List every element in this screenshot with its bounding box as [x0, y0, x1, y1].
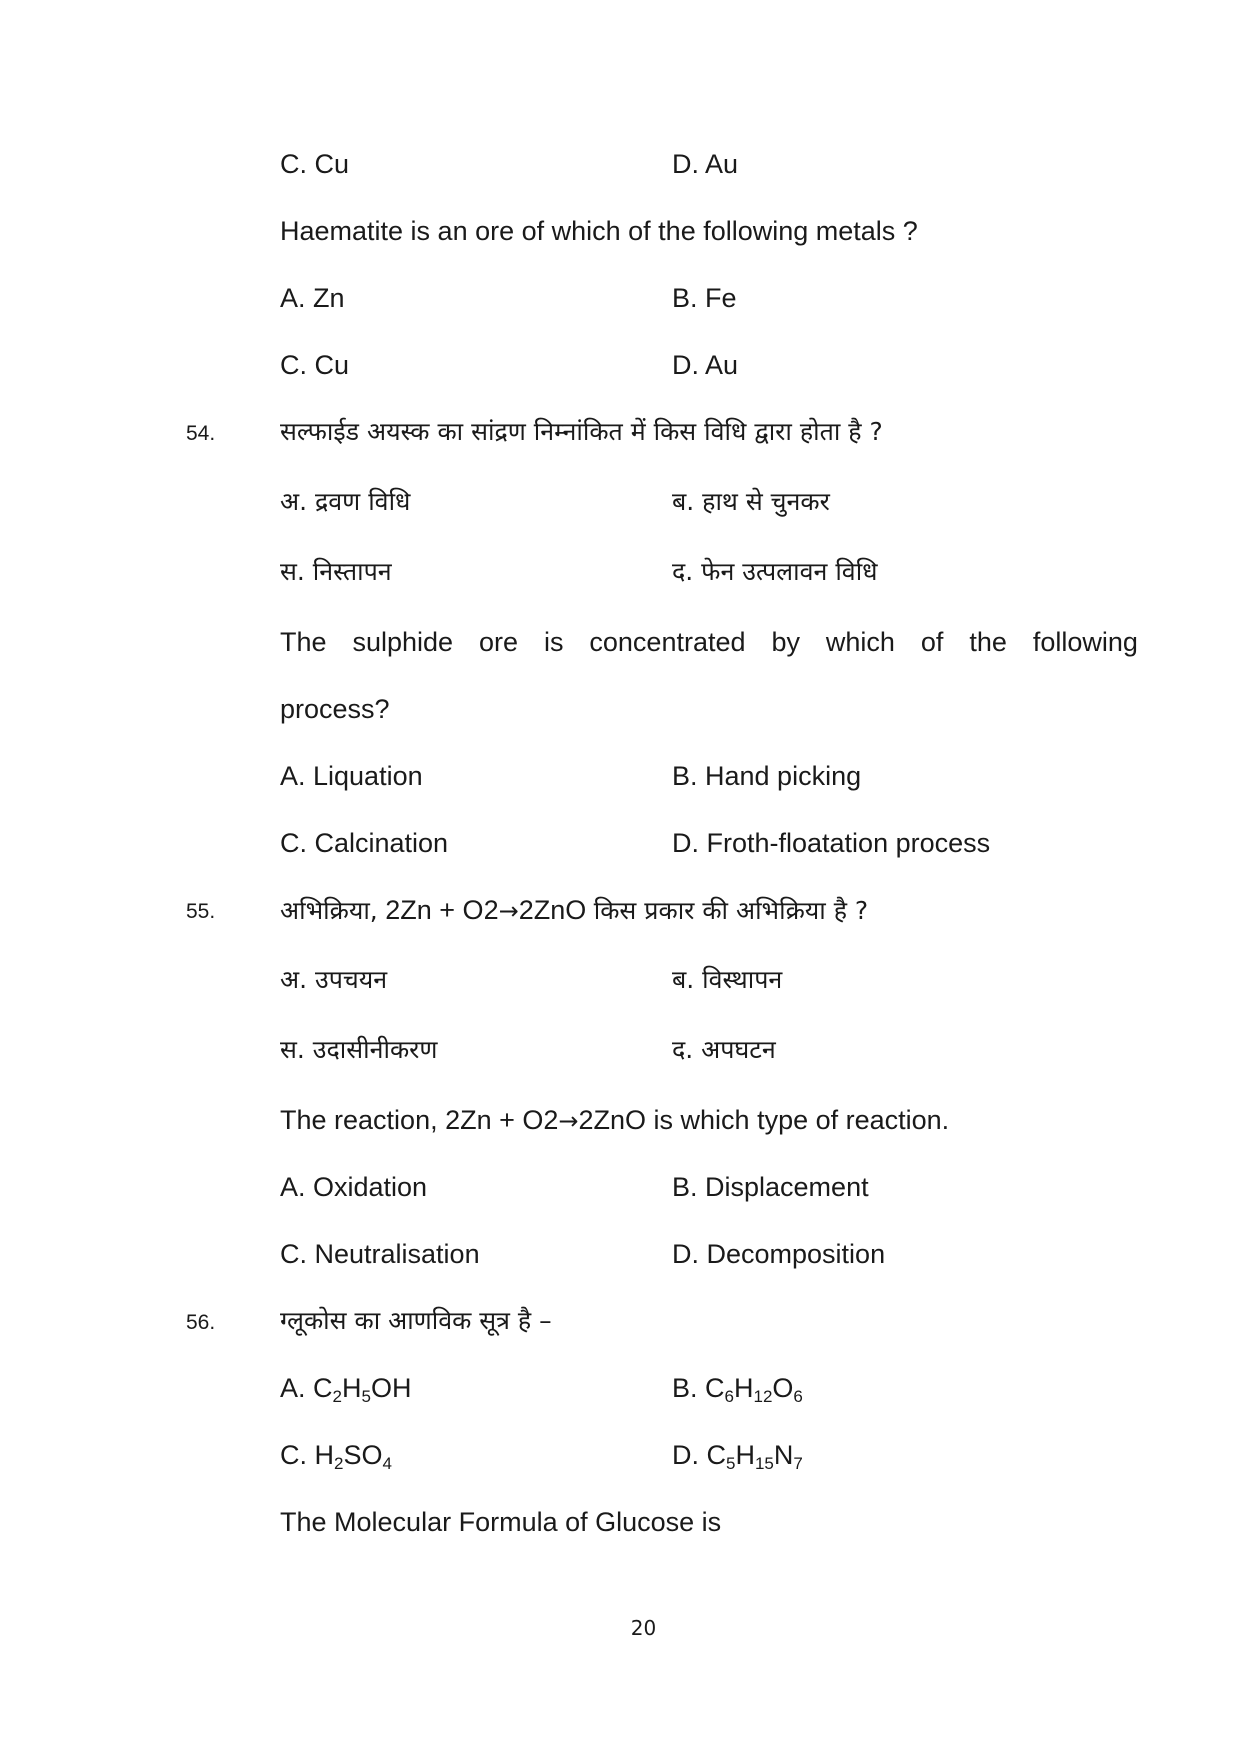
q56-option-c: C. $H_2SO_4$	[280, 1440, 392, 1473]
word: following	[1032, 627, 1138, 657]
q55-question-en-pre: The reaction, 2Zn + O2	[280, 1105, 559, 1135]
q55-en-option-b: B. Displacement	[672, 1172, 869, 1202]
q53-en-options-row-1	[0, 278, 1241, 318]
q56-question-en-row	[0, 1502, 1241, 1542]
q55-equation-left: 2Zn + O2	[385, 895, 499, 925]
word: is	[543, 627, 564, 657]
word: the	[969, 627, 1007, 657]
word: The	[280, 627, 327, 657]
q53-option-c: C. Cu	[280, 149, 350, 179]
q54-hi-option-a: अ. द्रवण विधि	[280, 487, 411, 516]
q54-hi-option-c: स. निस्तापन	[280, 557, 392, 586]
word: of	[920, 627, 944, 657]
word: sulphide	[352, 627, 454, 657]
word: concentrated	[589, 627, 746, 657]
q54-question-hi-row	[0, 412, 1241, 452]
q54-question-en-row	[0, 622, 1241, 662]
q53-en-option-b: B. Fe	[672, 283, 737, 313]
q53-en-options-row-2	[0, 345, 1241, 385]
q54-question-en	[280, 622, 1138, 662]
q55-question-en	[280, 1100, 949, 1141]
q53-question-en: Haematite is an ore of which of the following metals ?	[280, 216, 918, 246]
q55-en-option-d: D. Decomposition	[672, 1239, 886, 1269]
q55-question-hi-pre: अभिक्रिया,	[280, 896, 378, 925]
q56-option-d: D. $C_5H_{15}N_7$	[672, 1440, 803, 1473]
q55-hi-option-b: ब. विस्थापन	[672, 965, 783, 994]
q56-options-row-1	[0, 1368, 1241, 1408]
q56-option-b: B. $C_6H_{12}O_6$	[672, 1373, 803, 1406]
q56-question-hi-row	[0, 1301, 1241, 1341]
page-number: 20	[630, 1616, 657, 1640]
q54-number: 54.	[186, 422, 216, 445]
q55-question-hi	[280, 890, 868, 931]
q53-en-option-a: A. Zn	[280, 283, 345, 313]
q53-option-d: D. Au	[672, 149, 739, 179]
q55-question-en-row	[0, 1100, 1241, 1140]
q55-number: 55.	[186, 900, 216, 923]
q54-question-en-cont-row	[0, 689, 1241, 729]
word: ore	[478, 627, 519, 657]
q55-question-en-post: 2ZnO is which type of reaction.	[578, 1105, 950, 1135]
q54-question-en-cont: process?	[280, 694, 390, 724]
q55-hi-options-row-1	[0, 960, 1241, 1000]
q53-en-option-c: C. Cu	[280, 350, 350, 380]
arrow-icon: →	[498, 897, 519, 925]
q54-en-option-c: C. Calcination	[280, 828, 449, 858]
q54-question-hi: सल्फाईड अयस्क का सांद्रण निम्नांकित में किस विधि द्वारा होता है ?	[280, 417, 883, 446]
q56-option-a: A. $C_2H_5OH$	[280, 1373, 412, 1406]
q54-en-option-a: A. Liquation	[280, 761, 423, 791]
q56-question-hi: ग्लूकोस का आणविक सूत्र है –	[280, 1306, 552, 1335]
q54-en-option-b: B. Hand picking	[672, 761, 862, 791]
q54-hi-option-d: द. फेन उत्पलावन विधि	[672, 557, 878, 586]
arrow-icon: →	[558, 1107, 579, 1135]
q55-hi-options-row-2	[0, 1030, 1241, 1070]
word: which	[825, 627, 895, 657]
q54-en-option-d: D. Froth-floatation process	[672, 828, 991, 858]
q55-en-option-a: A. Oxidation	[280, 1172, 428, 1202]
q54-en-options-row-2	[0, 823, 1241, 863]
q54-en-options-row-1	[0, 756, 1241, 796]
q54-hi-options-row-2	[0, 552, 1241, 592]
q55-hi-option-c: स. उदासीनीकरण	[280, 1035, 438, 1064]
q55-hi-option-a: अ. उपचयन	[280, 965, 388, 994]
q56-question-en: The Molecular Formula of Glucose is	[280, 1507, 722, 1537]
q53-question-en-row	[0, 211, 1241, 251]
word: by	[771, 627, 800, 657]
q55-equation-right: 2ZnO	[518, 895, 587, 925]
q55-question-hi-post: किस प्रकार की अभिक्रिया है ?	[593, 896, 869, 925]
q54-hi-options-row-1	[0, 482, 1241, 522]
q56-number: 56.	[186, 1311, 216, 1334]
q55-hi-option-d: द. अपघटन	[672, 1035, 776, 1064]
q53-options-row-hi	[0, 144, 1241, 184]
q55-en-option-c: C. Neutralisation	[280, 1239, 480, 1269]
q53-en-option-d: D. Au	[672, 350, 739, 380]
q55-en-options-row-1	[0, 1167, 1241, 1207]
q55-question-hi-row	[0, 890, 1241, 930]
q54-hi-option-b: ब. हाथ से चुनकर	[672, 487, 830, 516]
q56-options-row-2	[0, 1435, 1241, 1475]
q55-en-options-row-2	[0, 1234, 1241, 1274]
